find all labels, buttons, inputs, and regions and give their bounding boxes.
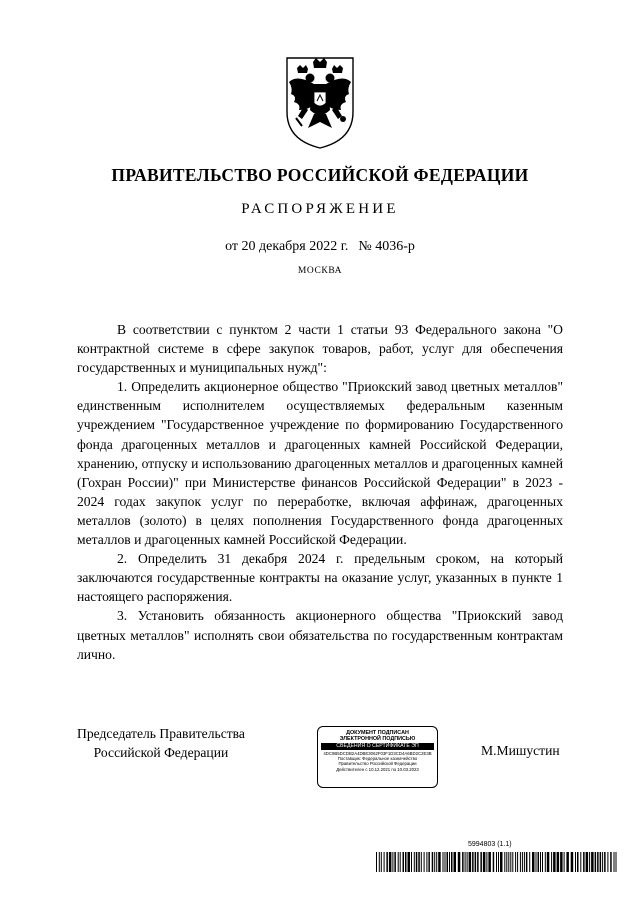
stamp-line1: ДОКУМЕНТ ПОДПИСАН xyxy=(346,730,409,736)
barcode-bar xyxy=(545,852,546,872)
barcode-bar xyxy=(610,852,612,872)
stamp-owner: Правительство Российской Федерации xyxy=(338,761,417,767)
item-1: 1. Определить акционерное общество "Приокский завод цветных металлов" единственным исполнителем осуществляемых федеральным казенным учреждением "Государственное учреждение по формированию Государственного фонда драгоценных металлов и драгоценных камней Российской Федерации, хранению, отпуску и использованию драгоценных металлов и драгоценных камней (Гохран России)" при Министерстве финансов Российской Федерации" в 2023 - 2024 годах закупок услуг по переработке, включая аффинаж, драгоценных металлов (золото) в целях пополнения Государственного фонда драгоценных металлов и драгоценных камней Российской Федерации. xyxy=(77,379,563,548)
barcode-bar xyxy=(520,852,521,872)
barcode-bar xyxy=(414,852,415,872)
barcode-bar xyxy=(512,852,513,872)
stamp-certificate-id: 4DC9B5DCDB2A4DBE3062F03F1D3CD4A6BD2C2E3B xyxy=(323,750,432,756)
barcode-bar xyxy=(595,852,597,872)
barcode-bar xyxy=(553,852,556,872)
signer-position xyxy=(77,724,245,762)
barcode-bar xyxy=(449,852,450,872)
barcode-bar xyxy=(418,852,420,872)
barcode-bar xyxy=(575,852,576,872)
barcode-bar xyxy=(564,852,565,872)
item-2: 2. Определить 31 декабря 2024 г. предельным сроком, на который заключаются государственные контракты на оказание услуг, указанных в пункте 1 настоящего распоряжения. xyxy=(77,551,563,605)
barcode-bar xyxy=(411,852,412,872)
barcode-bar xyxy=(432,852,434,872)
barcode-bar xyxy=(557,852,560,872)
barcode-bar xyxy=(477,852,479,872)
barcode-bar xyxy=(604,852,606,872)
barcode-bar xyxy=(547,852,550,872)
barcode-bar xyxy=(498,852,499,872)
barcode-bar xyxy=(602,852,603,872)
barcode-bar xyxy=(506,852,507,872)
barcode-bar xyxy=(472,852,474,872)
barcode-bar xyxy=(508,852,509,872)
barcode-bar xyxy=(379,852,380,872)
barcode-bar xyxy=(580,852,581,872)
barcode-bar xyxy=(486,852,487,872)
barcode-bar xyxy=(465,852,466,872)
barcode-text: 5994803 (1.1) xyxy=(468,841,512,848)
coat-of-arms-icon xyxy=(283,56,357,150)
barcode-bar xyxy=(398,852,399,872)
signer-position-line2: Российской Федерации xyxy=(93,745,229,760)
barcode-bar xyxy=(532,852,535,872)
barcode-bar xyxy=(524,852,525,872)
barcode-bar xyxy=(467,852,468,872)
barcode-bar xyxy=(458,852,461,872)
barcode-bar xyxy=(381,852,382,872)
barcode-bar xyxy=(488,852,491,872)
document-title: ПРАВИТЕЛЬСТВО РОССИЙСКОЙ ФЕДЕРАЦИИ xyxy=(111,165,529,185)
barcode-bar xyxy=(462,852,464,872)
barcode-bar xyxy=(400,852,401,872)
barcode-bar xyxy=(542,852,543,872)
barcode-icon xyxy=(376,852,619,872)
barcode-bar xyxy=(517,852,518,872)
stamp-line3: СВЕДЕНИЯ О СЕРТИФИКАТЕ ЭП xyxy=(321,743,434,750)
barcode-bar xyxy=(551,852,552,872)
barcode-bar xyxy=(483,852,486,872)
barcode-bar xyxy=(454,852,457,872)
document-number: № 4036-р xyxy=(358,239,415,254)
barcode-bar xyxy=(589,852,590,872)
signer-name: М.Мишустин xyxy=(481,743,560,758)
barcode-bar xyxy=(451,852,453,872)
barcode-bar xyxy=(496,852,497,872)
barcode-bar xyxy=(616,852,617,872)
barcode-bar xyxy=(571,852,574,872)
barcode-bar xyxy=(384,852,385,872)
barcode-bar xyxy=(394,852,396,872)
barcode-bar xyxy=(421,852,422,872)
barcode-bar xyxy=(566,852,569,872)
barcode-bar xyxy=(586,852,589,872)
barcode-bar xyxy=(392,852,393,872)
barcode-bar xyxy=(540,852,541,872)
barcode-bar xyxy=(607,852,608,872)
document-type: РАСПОРЯЖЕНИЕ xyxy=(241,201,399,217)
barcode-bar xyxy=(447,852,449,872)
barcode-bar xyxy=(405,852,407,872)
barcode-bar xyxy=(438,852,441,872)
date-line xyxy=(0,239,640,255)
barcode-bar xyxy=(475,852,477,872)
barcode-bar xyxy=(591,852,594,872)
barcode-bar xyxy=(529,852,530,872)
item-3: 3. Установить обязанность акционерного общества "Приокский завод цветных металлов" исполнять свои обязательства по государственным контрактам лично. xyxy=(77,608,563,662)
stamp-line2: ЭЛЕКТРОННОЙ ПОДПИСЬЮ xyxy=(339,736,416,742)
barcode-bar xyxy=(434,852,435,872)
barcode-bar xyxy=(436,852,437,872)
barcode-bar xyxy=(445,852,446,872)
barcode-bar xyxy=(515,852,516,872)
barcode-bar xyxy=(386,852,388,872)
barcode-bar xyxy=(500,852,503,872)
barcode-bar xyxy=(510,852,511,872)
stamp-validity: Действителен с 10.12.2021 по 10.03.2023 xyxy=(336,766,419,772)
barcode-bar xyxy=(443,852,444,872)
signer-position-line1: Председатель Правительства xyxy=(77,726,245,741)
stamp-provider: Поставщик: Федеральное казначейство xyxy=(337,755,418,761)
document-body xyxy=(77,320,563,664)
barcode-bar xyxy=(577,852,579,872)
barcode-bar xyxy=(600,852,602,872)
barcode-bar xyxy=(426,852,427,872)
barcode-bar xyxy=(376,852,377,872)
document-city: МОСКВА xyxy=(297,266,343,276)
barcode-bar xyxy=(536,852,537,872)
barcode-bar xyxy=(504,852,505,872)
barcode-bar xyxy=(583,852,585,872)
preamble: В соответствии с пунктом 2 части 1 статьи 93 Федерального закона "О контрактной системе в сфере закупок товаров, работ, услуг для обеспечения государственных и муниципальных нужд": xyxy=(77,322,563,376)
barcode-bar xyxy=(526,852,528,872)
barcode-bar xyxy=(403,852,405,872)
barcode-bar xyxy=(597,852,599,872)
barcode-bar xyxy=(538,852,540,872)
electronic-signature-stamp xyxy=(317,726,438,788)
barcode-bar xyxy=(469,852,472,872)
barcode-bar xyxy=(560,852,563,872)
barcode-bar xyxy=(416,852,418,872)
barcode-bar xyxy=(424,852,425,872)
barcode-bar xyxy=(614,852,615,872)
document-date: от 20 декабря 2022 г. xyxy=(225,239,349,254)
barcode-bar xyxy=(493,852,495,872)
barcode-bar xyxy=(428,852,430,872)
barcode-bar xyxy=(522,852,523,872)
barcode-bar xyxy=(389,852,392,872)
barcode-bar xyxy=(408,852,411,872)
barcode-bar xyxy=(480,852,482,872)
